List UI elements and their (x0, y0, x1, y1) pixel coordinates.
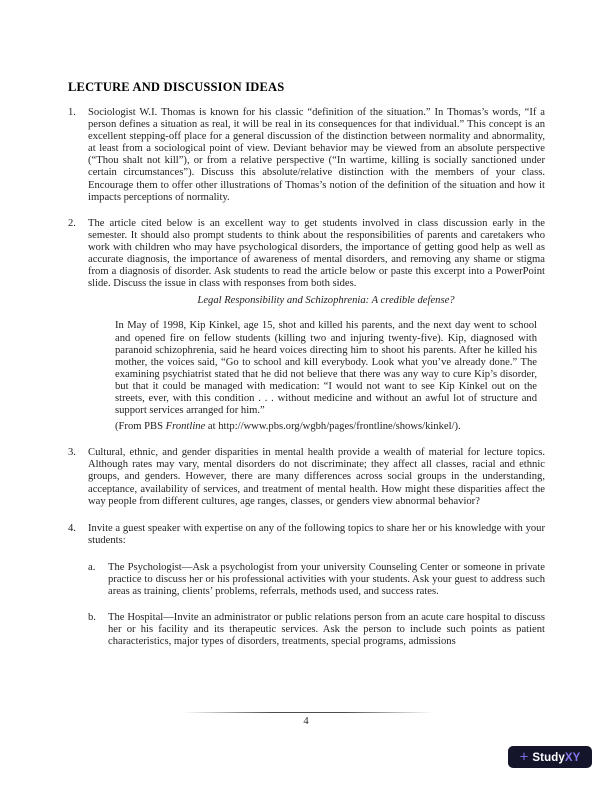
list-item-4-text: Invite a guest speaker with expertise on any of the following topics to share her or his knowledge with your students: (88, 522, 545, 546)
excerpt-source-prefix: (From PBS (115, 421, 166, 433)
sublist-item-b-text: The Hospital—Invite an administrator or public relations person from an acute care hospital to discuss her or his facility and its therapeutic services. Ask the person to include such points as patient characteristics, major types of disorders, treatments, special programs, admissions (108, 612, 545, 648)
sublist-item-a (88, 562, 545, 598)
list-item-4-number: 4. (68, 522, 76, 534)
list-item-1-text: Sociologist W.I. Thomas is known for his classic “definition of the situation.” In Thomas’s words, “If a person defines a situation as real, it will be real in its consequences for that individual.” This concept is an excellent stepping-off place for a general discussion of the distinction between normality and abnormality, at least from a sociological point of view. Deviant behavior may be viewed from an absolute perspective (“Thou shalt not kill”), or from a relative perspective (“In wartime, killing is socially sanctioned under certain circumstances”). Discuss this absolute/relative distinction with the members of your class. Encourage them to offer other illustrations of Thomas’s notion of the definition of the situation and how it impacts perceptions of normality. (88, 107, 545, 203)
footer-divider (183, 712, 433, 713)
list-item-3-text: Cultural, ethnic, and gender disparities in mental health provide a wealth of material for lecture topics. Although rates may vary, mental disorders do not discriminate; they affect all classes, racial and ethnic groups, and genders. However, there are many differences across social groups in the understanding, acceptance, availability of services, and treatment of mental health. How might these disparities affect the way people from different cultures, age ranges, classes, or genders view abnormal behavior? (88, 447, 545, 507)
sublist-item-a-letter: a. (88, 561, 96, 573)
list-item-1-number: 1. (68, 107, 76, 118)
sublist-item-b-letter: b. (88, 612, 96, 624)
sublist-item-b (88, 612, 545, 648)
list-item-2-text: The article cited below is an excellent way to get students involved in class discussion early in the semester. It should also prompt students to think about the responsibilities of parents and caretakers who work with children who may have psychological disorders, the importance of getting good help as well as accurate diagnosis, the importance of awareness of mental disorders, and removing any shame or stigma from a diagnosis of disorder. Ask students to read the article below or paste this excerpt into a PowerPoint slide. Discuss the issue in class with responses from both sides. (88, 217, 545, 290)
sublist (88, 562, 545, 649)
brand-word-accent: XY (564, 752, 581, 764)
document-body (68, 107, 545, 648)
list-item-4 (68, 523, 545, 547)
list-item-3-number: 3. (68, 447, 76, 459)
excerpt-source-publication: Frontline (165, 421, 206, 433)
studyxy-logo-badge[interactable] (508, 746, 592, 768)
page-title: LECTURE AND DISCUSSION IDEAS (68, 80, 285, 94)
excerpt-source-url: at http://www.pbs.org/wgbh/pages/frontline/shows/kinkel/). (205, 421, 461, 433)
page-number: 4 (303, 716, 309, 727)
brand-word-primary: Study (532, 752, 565, 764)
excerpt-body: In May of 1998, Kip Kinkel, age 15, shot and killed his parents, and the next day went to school and opened fire on fellow students (killing two and injuring twenty-five). Kip, diagnosed with paranoid schizophrenia, said he heard voices directing him to shoot his parents. After he killed his mother, the voices said, “Go to school and kill everybody. Look what you’ve already done.” The examining psychiatrist stated that he did not believe that there was any way to cure Kip’s disorder, but that it could be managed with medication: “I would not want to see Kip Kinkel out on the streets, ever, with this condition . . . without medicine and without an awful lot of structure and support services arranged for him.” (115, 320, 537, 417)
excerpt-source (115, 421, 545, 433)
sublist-item-a-text: The Psychologist—Ask a psychologist from your university Counseling Center or someone in private practice to discuss her or his professional activities with your students. Ask your guest to address such areas as training, clients’ problems, referrals, methods used, and success rates. (108, 561, 545, 598)
list-item-2-number: 2. (68, 217, 76, 229)
list-item-2 (68, 218, 545, 291)
list-item-3 (68, 447, 545, 507)
plus-icon: + (519, 748, 529, 765)
excerpt-heading: Legal Responsibility and Schizophrenia: A credible defense? (197, 295, 455, 307)
brand-wordmark (532, 748, 580, 766)
list-item-1 (68, 107, 545, 204)
